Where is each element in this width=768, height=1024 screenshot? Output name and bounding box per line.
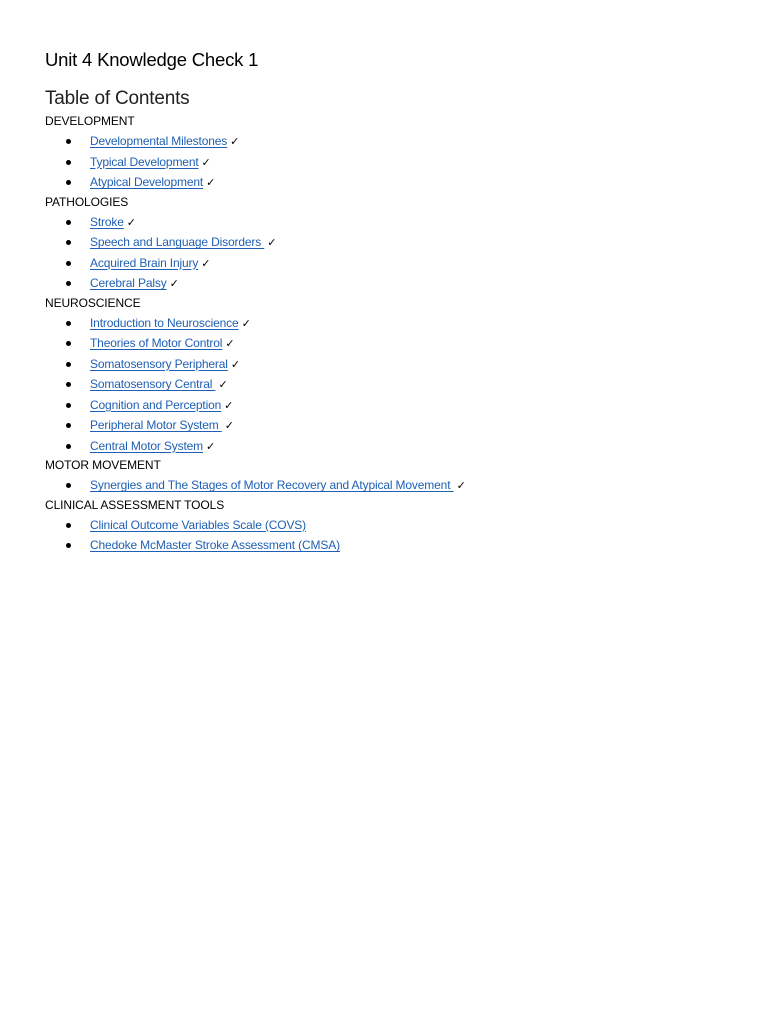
document-title: Unit 4 Knowledge Check 1 — [45, 49, 259, 70]
toc-link[interactable]: Synergies and The Stages of Motor Recovery and Atypical Movement — [90, 478, 454, 492]
bullet-icon — [66, 240, 71, 245]
check-mark-icon: ✓ — [201, 256, 211, 270]
bullet-icon — [66, 281, 71, 286]
bullet-icon — [66, 423, 71, 428]
check-mark-icon: ✓ — [225, 337, 235, 350]
check-mark-icon: ✓ — [230, 357, 241, 371]
toc-link[interactable]: Chedoke McMaster Stroke Assessment (CMSA) — [90, 538, 340, 552]
bullet-icon — [66, 180, 71, 185]
toc-link[interactable]: Cognition and Perception — [90, 397, 222, 412]
toc-item — [45, 475, 745, 496]
toc-list — [45, 515, 745, 556]
toc-item — [45, 436, 745, 457]
bullet-icon — [66, 261, 71, 266]
check-mark-icon: ✓ — [456, 479, 466, 492]
check-mark-icon: ✓ — [241, 316, 251, 330]
toc-link[interactable]: Peripheral Motor System — [90, 418, 222, 432]
toc-item — [45, 313, 745, 334]
toc-list — [45, 212, 745, 294]
toc-link[interactable]: Central Motor System — [90, 438, 204, 453]
check-mark-icon: ✓ — [169, 277, 179, 290]
toc-item — [45, 333, 745, 354]
toc-item — [45, 172, 745, 193]
toc-link[interactable]: Theories of Motor Control — [90, 336, 223, 350]
bullet-icon — [66, 382, 71, 387]
section-title: MOTOR MOVEMENT — [45, 458, 161, 472]
bullet-icon — [66, 543, 71, 548]
toc-link[interactable]: Clinical Outcome Variables Scale (COVS) — [90, 517, 307, 532]
table-of-contents — [45, 112, 745, 556]
toc-item — [45, 374, 745, 395]
bullet-icon — [66, 220, 71, 225]
toc-section — [45, 112, 745, 193]
toc-section — [45, 496, 745, 556]
bullet-icon — [66, 444, 71, 449]
toc-list — [45, 313, 745, 457]
toc-item — [45, 273, 745, 294]
toc-link[interactable]: Acquired Brain Injury — [90, 255, 199, 270]
toc-section — [45, 456, 745, 496]
toc-section — [45, 193, 745, 294]
toc-link[interactable]: Stroke — [90, 214, 124, 229]
toc-item — [45, 232, 745, 253]
section-title: PATHOLOGIES — [45, 194, 129, 209]
bullet-icon — [66, 341, 71, 346]
toc-section — [45, 294, 745, 457]
bullet-icon — [66, 403, 71, 408]
check-mark-icon: ✓ — [206, 176, 216, 189]
toc-link[interactable]: Speech and Language Disorders — [90, 235, 265, 249]
document-page — [45, 46, 745, 556]
bullet-icon — [66, 523, 71, 528]
toc-link[interactable]: Developmental Milestones — [90, 134, 228, 148]
toc-heading: Table of Contents — [45, 88, 190, 109]
toc-link[interactable]: Introduction to Neuroscience — [90, 315, 239, 330]
section-title: NEUROSCIENCE — [45, 295, 141, 310]
bullet-icon — [66, 321, 71, 326]
toc-list — [45, 131, 745, 193]
toc-link[interactable]: Atypical Development — [90, 175, 204, 189]
section-title: DEVELOPMENT — [45, 114, 135, 128]
toc-item — [45, 415, 745, 436]
toc-link[interactable]: Somatosensory Central — [90, 377, 216, 391]
bullet-icon — [66, 160, 71, 165]
toc-item — [45, 131, 745, 152]
toc-link[interactable]: Cerebral Palsy — [90, 276, 167, 290]
toc-link[interactable]: Somatosensory Peripheral — [90, 356, 228, 371]
toc-item — [45, 535, 745, 556]
bullet-icon — [66, 139, 71, 144]
section-title: CLINICAL ASSESSMENT TOOLS — [45, 497, 225, 512]
check-mark-icon: ✓ — [224, 419, 234, 432]
bullet-icon — [66, 362, 71, 367]
toc-item — [45, 395, 745, 416]
bullet-icon — [66, 483, 71, 488]
check-mark-icon: ✓ — [267, 236, 277, 249]
check-mark-icon: ✓ — [218, 378, 228, 391]
toc-item — [45, 253, 745, 274]
check-mark-icon: ✓ — [230, 135, 240, 148]
check-mark-icon: ✓ — [126, 215, 137, 229]
check-mark-icon: ✓ — [201, 155, 211, 169]
check-mark-icon: ✓ — [224, 398, 234, 412]
toc-item — [45, 212, 745, 233]
toc-item — [45, 515, 745, 536]
toc-list — [45, 475, 745, 496]
toc-item — [45, 152, 745, 173]
toc-item — [45, 354, 745, 375]
check-mark-icon: ✓ — [206, 439, 216, 453]
toc-link[interactable]: Typical Development — [90, 154, 199, 169]
